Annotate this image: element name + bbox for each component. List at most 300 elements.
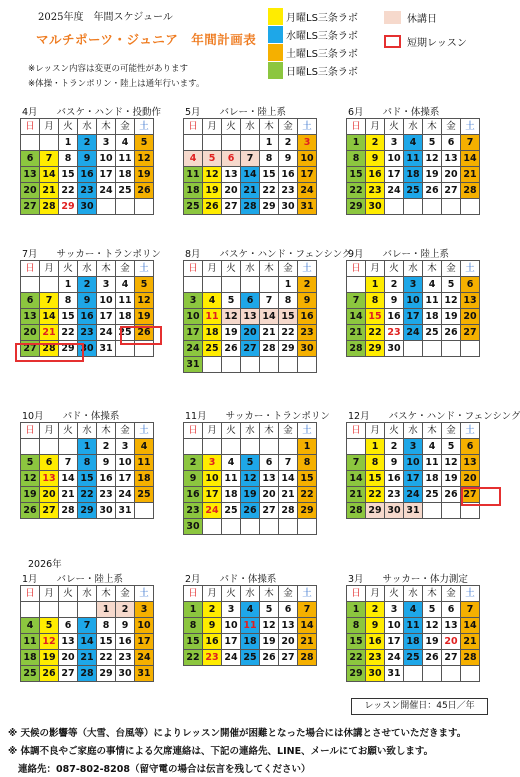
day-cell: 9: [203, 618, 222, 634]
day-cell: 29: [298, 503, 317, 519]
day-cell: 17: [298, 167, 317, 183]
month-heading: 6月 パド・体操系: [348, 107, 440, 118]
day-cell: 23: [184, 503, 203, 519]
legend-swatch-short-lesson: [384, 35, 401, 48]
day-cell: 11: [116, 151, 135, 167]
empty-cell: [184, 135, 203, 151]
day-cell: 26: [203, 199, 222, 215]
weekday-header: 火: [385, 261, 404, 277]
empty-cell: [21, 135, 40, 151]
day-cell: 2: [385, 277, 404, 293]
day-cell: 26: [423, 183, 442, 199]
weekday-header: 日: [184, 586, 203, 602]
weekday-header: 月: [366, 261, 385, 277]
day-cell: 7: [347, 293, 366, 309]
month-heading: 2月 パド・体操系: [185, 574, 277, 585]
day-cell: 14: [241, 167, 260, 183]
day-cell: 11: [423, 455, 442, 471]
empty-cell: [40, 439, 59, 455]
weekday-header: 日: [184, 423, 203, 439]
day-cell: 24: [385, 650, 404, 666]
empty-cell: [404, 199, 423, 215]
day-cell: 5: [442, 277, 461, 293]
day-cell: 23: [385, 325, 404, 341]
empty-cell: [135, 199, 154, 215]
day-cell: 9: [279, 151, 298, 167]
day-cell: 4: [423, 439, 442, 455]
month-heading: 10月 パド・体操系: [22, 411, 120, 422]
weekday-header: 金: [279, 423, 298, 439]
day-cell: 17: [116, 471, 135, 487]
legend-swatch-wednesday: [268, 26, 283, 43]
weekday-header: 金: [116, 423, 135, 439]
weekday-header: 木: [97, 586, 116, 602]
day-cell: 27: [279, 650, 298, 666]
day-cell: 4: [404, 135, 423, 151]
day-cell: 11: [116, 293, 135, 309]
day-cell: 21: [241, 183, 260, 199]
day-cell: 25: [203, 341, 222, 357]
legend-swatch-monday: [268, 8, 283, 25]
day-cell: 12: [21, 471, 40, 487]
day-cell: 10: [97, 293, 116, 309]
weekday-header: 火: [222, 261, 241, 277]
day-cell: 15: [279, 309, 298, 325]
day-cell: 3: [97, 135, 116, 151]
day-cell: 21: [279, 487, 298, 503]
day-cell: 10: [135, 618, 154, 634]
day-cell: 5: [135, 135, 154, 151]
day-cell: 4: [222, 455, 241, 471]
weekday-header: 木: [97, 423, 116, 439]
day-cell: 4: [116, 135, 135, 151]
day-cell: 24: [97, 183, 116, 199]
weekday-header: 日: [347, 261, 366, 277]
day-cell: 23: [78, 325, 97, 341]
day-cell: 13: [59, 634, 78, 650]
day-cell: 13: [442, 618, 461, 634]
day-cell: 18: [116, 309, 135, 325]
day-cell: 5: [260, 602, 279, 618]
day-cell: 22: [366, 325, 385, 341]
day-cell: 17: [184, 325, 203, 341]
weekday-header: 火: [385, 586, 404, 602]
day-cell: 2: [366, 135, 385, 151]
day-cell: 23: [366, 650, 385, 666]
day-cell: 23: [298, 325, 317, 341]
weekday-header: 金: [442, 586, 461, 602]
day-cell: 1: [347, 135, 366, 151]
day-cell: 12: [241, 471, 260, 487]
weekday-header: 土: [298, 586, 317, 602]
day-cell: 18: [21, 650, 40, 666]
day-cell: 25: [241, 650, 260, 666]
day-cell: 1: [347, 602, 366, 618]
weekday-header: 火: [59, 423, 78, 439]
legend-label-wednesday: 水曜LS三条ラボ: [286, 31, 358, 42]
day-cell: 16: [385, 309, 404, 325]
day-cell: 31: [404, 503, 423, 519]
day-cell: 3: [222, 602, 241, 618]
day-cell: 19: [423, 634, 442, 650]
day-cell: 29: [366, 341, 385, 357]
day-cell: 18: [241, 634, 260, 650]
day-cell: 30: [366, 666, 385, 682]
month-calendar: [183, 585, 317, 666]
day-cell: 1: [97, 602, 116, 618]
day-cell: 7: [347, 455, 366, 471]
day-cell: 8: [298, 455, 317, 471]
day-cell: 22: [78, 487, 97, 503]
day-cell: 29: [59, 341, 78, 357]
day-cell: 24: [404, 325, 423, 341]
day-cell: 20: [222, 183, 241, 199]
day-cell: 21: [78, 650, 97, 666]
weekday-header: 木: [423, 586, 442, 602]
day-cell: 17: [97, 309, 116, 325]
day-cell: 13: [21, 309, 40, 325]
day-cell: 2: [298, 277, 317, 293]
weekday-header: 月: [40, 423, 59, 439]
day-cell: 10: [385, 151, 404, 167]
day-cell: 28: [279, 503, 298, 519]
day-cell: 12: [40, 634, 59, 650]
day-cell: 11: [404, 618, 423, 634]
day-cell: 12: [423, 151, 442, 167]
empty-cell: [404, 666, 423, 682]
day-cell: 29: [366, 503, 385, 519]
day-cell: 15: [78, 471, 97, 487]
day-cell: 11: [135, 455, 154, 471]
day-cell: 10: [404, 455, 423, 471]
weekday-header: 火: [222, 586, 241, 602]
weekday-header: 火: [59, 586, 78, 602]
day-cell: 13: [461, 455, 480, 471]
empty-cell: [40, 135, 59, 151]
weekday-header: 金: [116, 261, 135, 277]
weekday-header: 金: [442, 119, 461, 135]
day-cell: 1: [366, 439, 385, 455]
day-cell: 10: [222, 618, 241, 634]
day-cell: 7: [461, 602, 480, 618]
day-cell: 30: [385, 341, 404, 357]
weekday-header: 金: [279, 586, 298, 602]
month-calendar: [20, 118, 154, 215]
day-cell: 12: [135, 151, 154, 167]
empty-cell: [222, 135, 241, 151]
day-cell: 11: [21, 634, 40, 650]
day-cell: 25: [423, 325, 442, 341]
empty-cell: [116, 199, 135, 215]
weekday-header: 水: [404, 423, 423, 439]
day-cell: 14: [78, 634, 97, 650]
month-calendar: [346, 585, 480, 682]
day-cell: 18: [184, 183, 203, 199]
day-cell: 15: [347, 167, 366, 183]
day-cell: 17: [404, 309, 423, 325]
legend-label-saturday: 土曜LS三条ラボ: [286, 49, 358, 60]
footer-absence-note: ※ 体調不良やご家庭の事情による欠席連絡は、下記の連絡先、LINE、メールにてお願い致します。: [8, 746, 434, 757]
weekday-header: 土: [135, 586, 154, 602]
day-cell: 21: [59, 487, 78, 503]
empty-cell: [298, 357, 317, 373]
day-cell: 21: [347, 487, 366, 503]
legend-label-sunday: 日曜LS三条ラボ: [286, 67, 358, 78]
day-cell: 11: [203, 309, 222, 325]
day-cell: 14: [40, 309, 59, 325]
month-calendar: [346, 118, 480, 215]
day-cell: 19: [222, 325, 241, 341]
day-cell: 26: [135, 325, 154, 341]
day-cell: 28: [347, 341, 366, 357]
legend-swatch-sunday: [268, 62, 283, 79]
weekday-header: 水: [404, 261, 423, 277]
weekday-header: 月: [366, 119, 385, 135]
day-cell: 5: [203, 151, 222, 167]
day-cell: 7: [279, 455, 298, 471]
empty-cell: [222, 519, 241, 535]
empty-cell: [423, 199, 442, 215]
month-heading: 11月 サッカー・トランポリン: [185, 411, 330, 422]
footer-weather-note: ※ 天候の影響等（大雪、台風等）によりレッスン開催が困難となった場合には休講とさせていただきます。: [8, 728, 467, 739]
day-cell: 12: [442, 293, 461, 309]
day-cell: 8: [347, 151, 366, 167]
day-cell: 8: [184, 618, 203, 634]
day-cell: 28: [241, 199, 260, 215]
day-cell: 10: [184, 309, 203, 325]
weekday-header: 金: [116, 586, 135, 602]
weekday-header: 土: [461, 586, 480, 602]
day-cell: 25: [423, 487, 442, 503]
day-cell: 28: [298, 650, 317, 666]
day-cell: 31: [298, 199, 317, 215]
empty-cell: [59, 439, 78, 455]
day-cell: 11: [423, 293, 442, 309]
day-cell: 28: [78, 666, 97, 682]
day-cell: 13: [260, 471, 279, 487]
day-cell: 19: [135, 167, 154, 183]
day-cell: 15: [366, 309, 385, 325]
month-calendar: [183, 260, 317, 373]
day-cell: 15: [59, 309, 78, 325]
weekday-header: 水: [404, 119, 423, 135]
day-cell: 17: [385, 167, 404, 183]
day-cell: 12: [260, 618, 279, 634]
day-cell: 18: [423, 471, 442, 487]
day-cell: 5: [423, 602, 442, 618]
day-cell: 4: [241, 602, 260, 618]
weekday-header: 日: [21, 119, 40, 135]
day-cell: 1: [260, 135, 279, 151]
day-cell: 23: [78, 183, 97, 199]
day-cell: 18: [404, 167, 423, 183]
day-cell: 12: [203, 167, 222, 183]
day-cell: 3: [116, 439, 135, 455]
day-cell: 7: [241, 151, 260, 167]
day-cell: 6: [40, 455, 59, 471]
weekday-header: 水: [241, 261, 260, 277]
day-cell: 24: [135, 650, 154, 666]
day-cell: 7: [461, 135, 480, 151]
day-cell: 6: [241, 293, 260, 309]
day-cell: 3: [203, 455, 222, 471]
day-cell: 25: [404, 650, 423, 666]
footer-contact: 連絡先：087-802-8208（留守電の場合は伝言を残してください）: [18, 764, 311, 775]
day-cell: 9: [78, 151, 97, 167]
day-cell: 6: [21, 151, 40, 167]
weekday-header: 木: [260, 119, 279, 135]
day-cell: 4: [404, 602, 423, 618]
day-cell: 29: [78, 503, 97, 519]
day-cell: 26: [135, 183, 154, 199]
day-cell: 1: [78, 439, 97, 455]
empty-cell: [279, 357, 298, 373]
day-cell: 19: [241, 487, 260, 503]
weekday-header: 土: [461, 423, 480, 439]
day-cell: 1: [59, 135, 78, 151]
empty-cell: [222, 357, 241, 373]
day-cell: 2: [116, 602, 135, 618]
day-cell: 2: [279, 135, 298, 151]
empty-cell: [298, 519, 317, 535]
day-cell: 30: [184, 519, 203, 535]
day-cell: 13: [241, 309, 260, 325]
day-cell: 10: [97, 151, 116, 167]
day-cell: 22: [279, 325, 298, 341]
day-cell: 2: [97, 439, 116, 455]
day-cell: 5: [423, 135, 442, 151]
weekday-header: 日: [21, 586, 40, 602]
weekday-header: 金: [442, 423, 461, 439]
day-cell: 31: [97, 341, 116, 357]
legend-weekday-colors: [268, 8, 358, 80]
day-cell: 19: [21, 487, 40, 503]
weekday-header: 土: [135, 261, 154, 277]
weekday-header: 日: [184, 119, 203, 135]
weekday-header: 土: [298, 423, 317, 439]
empty-cell: [59, 602, 78, 618]
empty-cell: [241, 277, 260, 293]
day-cell: 21: [461, 167, 480, 183]
day-cell: 28: [461, 183, 480, 199]
day-cell: 18: [116, 167, 135, 183]
day-cell: 5: [222, 293, 241, 309]
weekday-header: 火: [59, 119, 78, 135]
weekday-header: 月: [366, 423, 385, 439]
day-cell: 14: [59, 471, 78, 487]
day-cell: 13: [40, 471, 59, 487]
weekday-header: 日: [21, 261, 40, 277]
day-cell: 2: [366, 602, 385, 618]
weekday-header: 土: [135, 119, 154, 135]
legend-label-short-lesson: 短期レッスン: [407, 37, 467, 49]
empty-cell: [241, 135, 260, 151]
day-cell: 23: [366, 183, 385, 199]
weekday-header: 金: [279, 261, 298, 277]
day-cell: 19: [260, 634, 279, 650]
day-cell: 7: [298, 602, 317, 618]
day-cell: 28: [59, 503, 78, 519]
day-cell: 30: [116, 666, 135, 682]
day-cell: 31: [385, 666, 404, 682]
empty-cell: [442, 341, 461, 357]
day-cell: 27: [260, 503, 279, 519]
day-cell: 19: [40, 650, 59, 666]
empty-cell: [241, 439, 260, 455]
day-cell: 20: [21, 325, 40, 341]
day-cell: 14: [298, 618, 317, 634]
day-cell: 23: [97, 487, 116, 503]
day-cell: 24: [298, 183, 317, 199]
day-cell: 16: [298, 309, 317, 325]
day-cell: 20: [461, 471, 480, 487]
day-cell: 2: [78, 277, 97, 293]
day-cell: 22: [347, 650, 366, 666]
day-cell: 16: [366, 634, 385, 650]
day-cell: 31: [116, 503, 135, 519]
day-cell: 30: [366, 199, 385, 215]
day-cell: 30: [385, 503, 404, 519]
day-cell: 12: [442, 455, 461, 471]
empty-cell: [442, 199, 461, 215]
day-cell: 21: [40, 183, 59, 199]
empty-cell: [260, 357, 279, 373]
weekday-header: 月: [203, 586, 222, 602]
month-calendar: [346, 422, 480, 519]
empty-cell: [203, 519, 222, 535]
day-cell: 16: [97, 471, 116, 487]
day-cell: 24: [184, 341, 203, 357]
day-cell: 16: [184, 487, 203, 503]
day-cell: 14: [260, 309, 279, 325]
day-cell: 12: [423, 618, 442, 634]
empty-cell: [423, 666, 442, 682]
empty-cell: [442, 503, 461, 519]
day-cell: 9: [97, 455, 116, 471]
weekday-header: 水: [404, 586, 423, 602]
day-cell: 10: [116, 455, 135, 471]
day-cell: 17: [404, 471, 423, 487]
weekday-header: 土: [298, 119, 317, 135]
weekday-header: 土: [298, 261, 317, 277]
empty-cell: [347, 277, 366, 293]
day-cell: 26: [40, 666, 59, 682]
weekday-header: 日: [184, 261, 203, 277]
day-cell: 13: [442, 151, 461, 167]
day-cell: 10: [203, 471, 222, 487]
empty-cell: [347, 439, 366, 455]
weekday-header: 水: [241, 586, 260, 602]
weekday-header: 日: [347, 119, 366, 135]
day-cell: 3: [184, 293, 203, 309]
weekday-header: 木: [260, 586, 279, 602]
day-cell: 26: [442, 487, 461, 503]
day-cell: 9: [78, 293, 97, 309]
day-cell: 11: [222, 471, 241, 487]
day-cell: 8: [279, 293, 298, 309]
weekday-header: 木: [260, 423, 279, 439]
empty-cell: [222, 439, 241, 455]
day-cell: 5: [241, 455, 260, 471]
day-cell: 27: [241, 341, 260, 357]
day-cell: 19: [442, 309, 461, 325]
day-cell: 6: [442, 602, 461, 618]
empty-cell: [423, 503, 442, 519]
month-heading: 4月 バスケ・ハンド・投動作: [22, 107, 162, 118]
empty-cell: [78, 602, 97, 618]
legend-swatch-closed: [384, 11, 401, 24]
empty-cell: [279, 439, 298, 455]
